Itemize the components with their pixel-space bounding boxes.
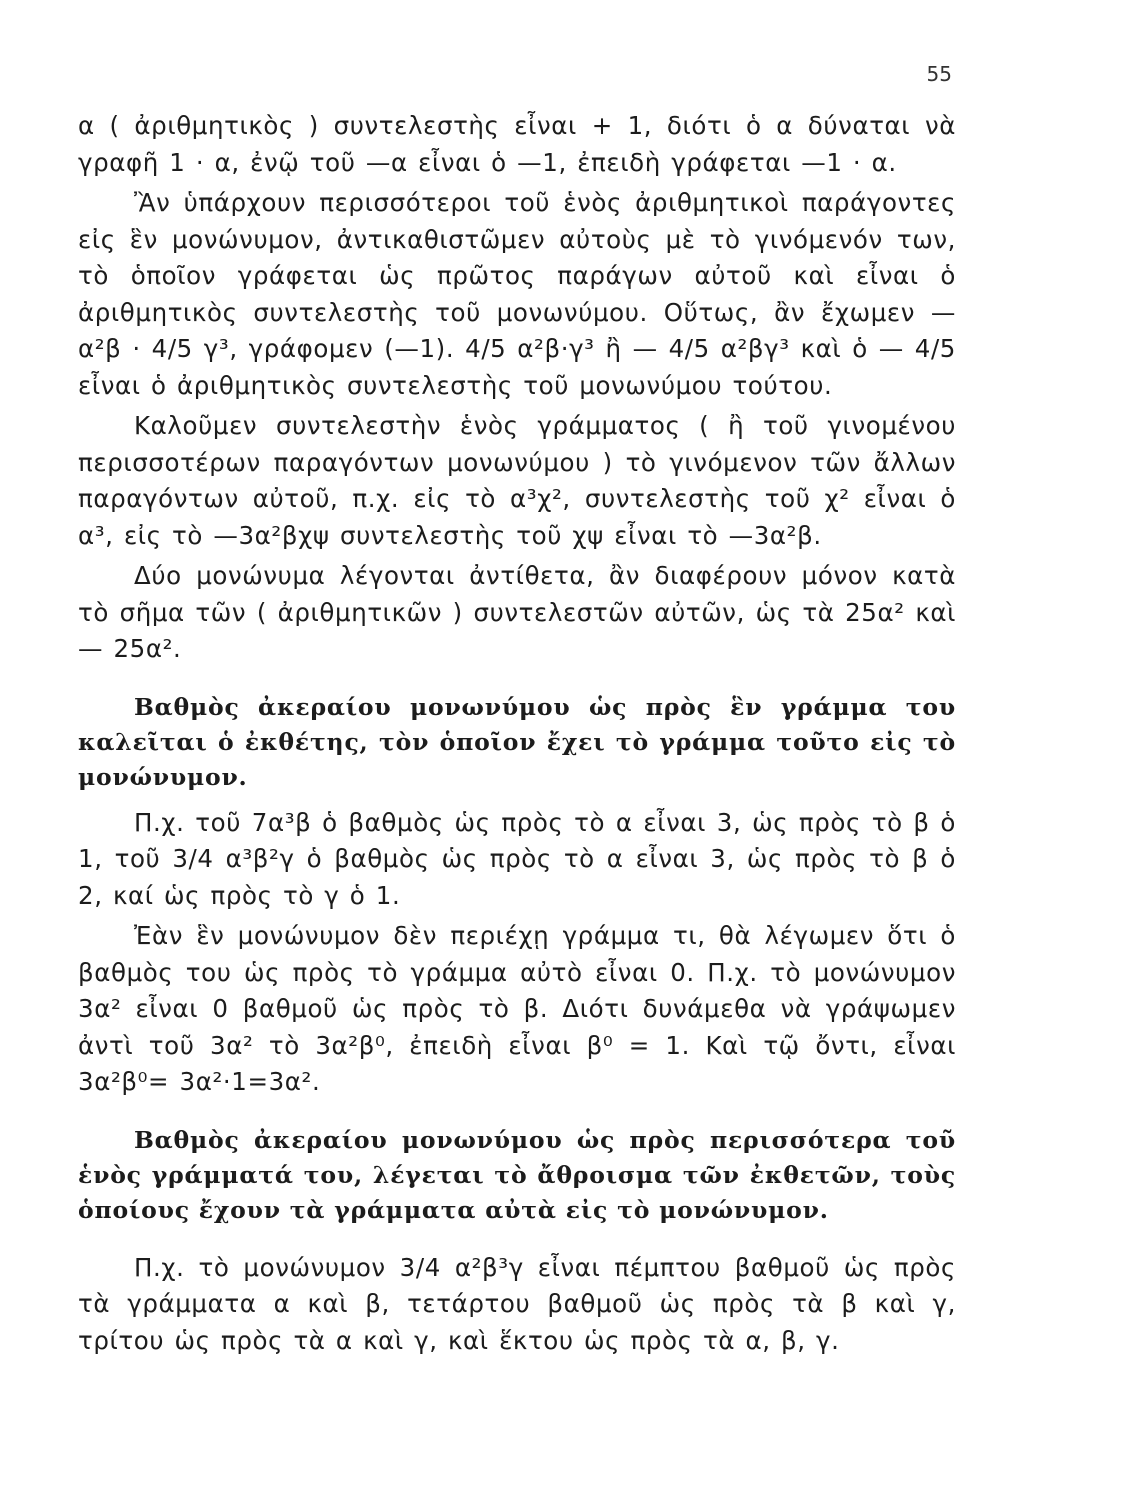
definition-degree-multiple-letters: Βαθμὸς ἀκεραίου μονωνύμου ὡς πρὸς περισσότερα τοῦ ἑνὸς γράμματά του, λέγεται τὸ ἄθροισμα τῶν ἐκθετῶν, τοὺς ὁποίους ἔχουν τὰ γράμματα αὐτὰ εἰς τὸ μονώνυμον. [78, 1125, 956, 1224]
definition-degree-single-letter: Βαθμὸς ἀκεραίου μονωνύμου ὡς πρὸς ἓν γράμμα του καλεῖται ὁ ἐκθέτης, τὸν ὁποῖον ἔχει τὸ γράμμα τοῦτο εἰς τὸ μονώνυμον. [78, 692, 956, 791]
paragraph-opposite-monomials: Δύο μονώνυμα λέγονται ἀντίθετα, ἂν διαφέρουν μόνον κατὰ τὸ σῆμα τῶν ( ἀριθμητικῶν ) συντελεστῶν αὐτῶν, ὡς τὰ 25α² καὶ — 25α². [78, 561, 956, 663]
paragraph-letter-coefficient: Καλοῦμεν συντελεστὴν ἑνὸς γράμματος ( ἢ τοῦ γινομένου περισσοτέρων παραγόντων μονωνύμου ) τὸ γινόμενον τῶν ἄλλων παραγόντων αὐτοῦ, π.χ. εἰς τὸ α³χ², συντελεστὴς τοῦ χ² εἶναι ὁ α³, εἰς τὸ —3α²βχψ συντελεστὴς τοῦ χψ εἶναι τὸ —3α²β. [78, 411, 956, 550]
paragraph-zero-degree: Ἐὰν ἓν μονώνυμον δὲν περιέχῃ γράμμα τι, θὰ λέγωμεν ὅτι ὁ βαθμὸς του ὡς πρὸς τὸ γράμμα αὐτὸ εἶναι 0. Π.χ. τὸ μονώνυμον 3α² εἶναι 0 βαθμοῦ ὡς πρὸς τὸ β. Διότι δυνάμεθα νὰ γράψωμεν ἀντὶ τοῦ 3α² τὸ 3α²β⁰, ἐπειδὴ εἶναι β⁰ = 1. Καὶ τῷ ὄντι, εἶναι 3α²β⁰= 3α²·1=3α². [78, 921, 956, 1096]
paragraph-multi-degree-example: Π.χ. τὸ μονώνυμον 3/4 α²β³γ εἶναι πέμπτου βαθμοῦ ὡς πρὸς τὰ γράμματα α καὶ β, τετάρτου βαθμοῦ ὡς πρὸς τὰ β καὶ γ, τρίτου ὡς πρὸς τὰ α καὶ γ, καὶ ἕκτου ὡς πρὸς τὰ α, β, γ. [78, 1252, 956, 1355]
page-body [78, 108, 956, 1359]
paragraph-degree-example: Π.χ. τοῦ 7α³β ὁ βαθμὸς ὡς πρὸς τὸ α εἶναι 3, ὡς πρὸς τὸ β ὁ 1, τοῦ 3/4 α³β²γ ὁ βαθμὸς ὡς πρὸς τὸ α εἶναι 3, ὡς πρὸς τὸ β ὁ 2, καί ὡς πρὸς τὸ γ ὁ 1. [78, 807, 956, 910]
paragraph-coefficient-sign: α ( ἀριθμητικὸς ) συντελεστὴς εἶναι + 1, διότι ὁ α δύναται νὰ γραφῆ 1 · α, ἐνῷ τοῦ —α εἶναι ὁ —1, ἐπειδὴ γράφεται —1 · α. [78, 111, 956, 177]
paragraph-numeric-coefficient: Ἂν ὑπάρχουν περισσότεροι τοῦ ἑνὸς ἀριθμητικοὶ παράγοντες εἰς ἓν μονώνυμον, ἀντικαθιστῶμεν αὐτοὺς μὲ τὸ γινόμενόν των, τὸ ὁποῖον γράφεται ὡς πρῶτος παράγων αὐτοῦ καὶ εἶναι ὁ ἀριθμητικὸς συντελεστὴς τοῦ μονωνύμου. Οὕτως, ἂν ἔχωμεν —α²β · 4/5 γ³, γράφομεν (—1). 4/5 α²β·γ³ ἢ — 4/5 α²βγ³ καὶ ὁ — 4/5 εἶναι ὁ ἀριθμητικὸς συντελεστὴς τοῦ μονωνύμου τούτου. [78, 188, 956, 400]
page-number: 55 [926, 62, 952, 86]
